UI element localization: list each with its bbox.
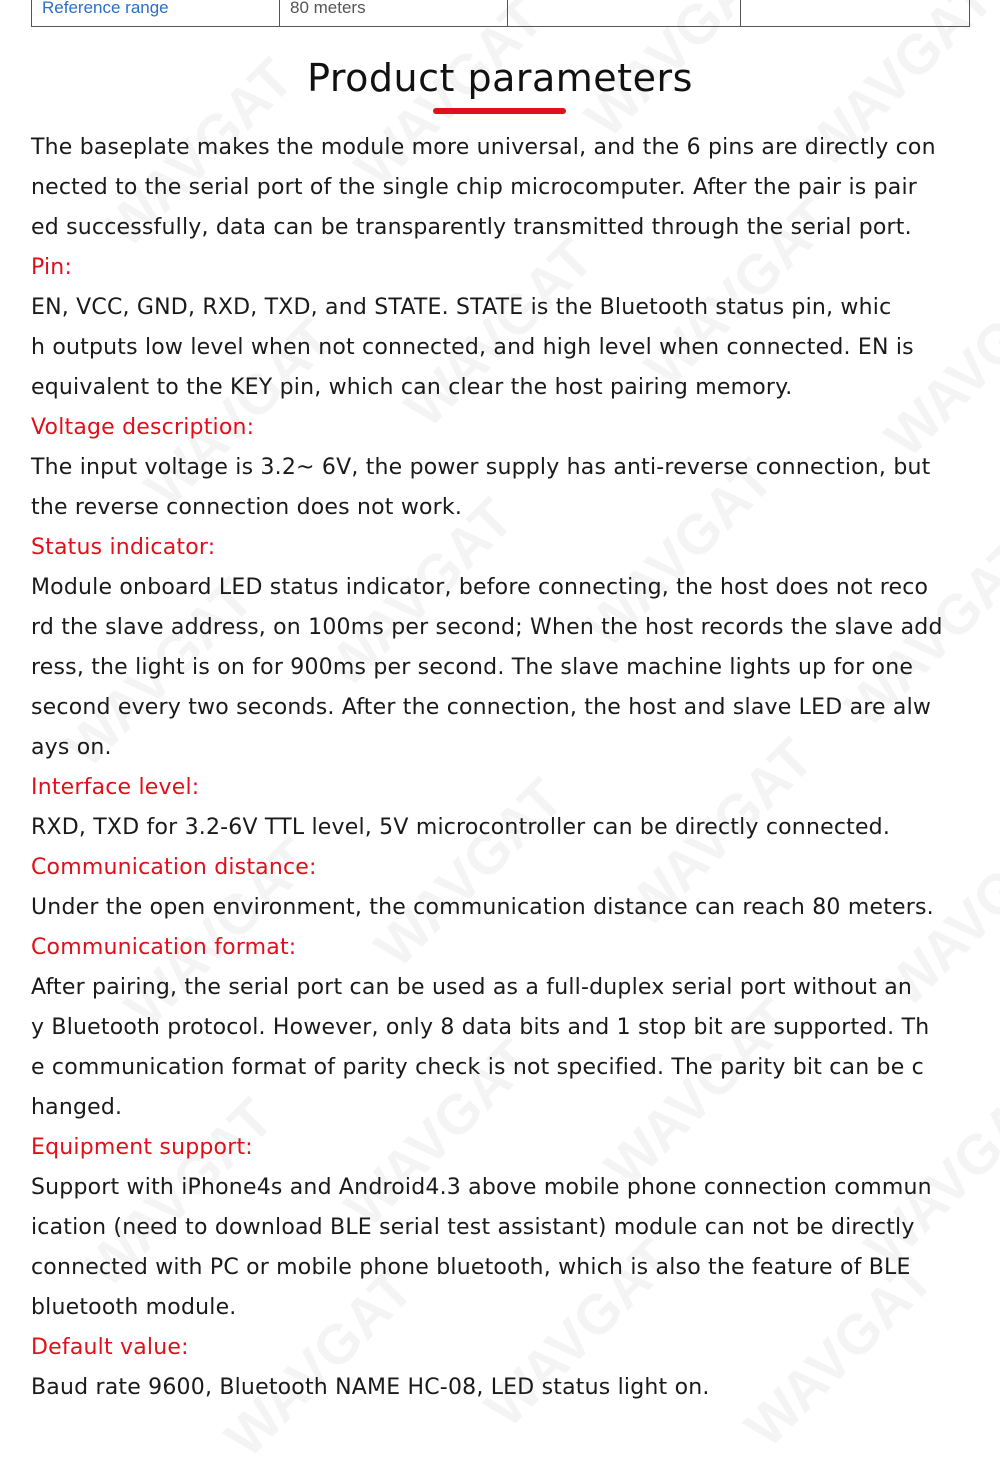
paragraph-line: ication (need to download BLE serial test assistant) module can not be directly <box>31 1215 915 1240</box>
parameter-heading: Communication distance: <box>31 855 317 880</box>
paragraph-line: The input voltage is 3.2~ 6V, the power supply has anti-reverse connection, but <box>31 455 931 480</box>
paragraph-line: e communication format of parity check is not specified. The parity bit can be c <box>31 1055 924 1080</box>
paragraph-line: hanged. <box>31 1095 123 1120</box>
parameter-heading: Voltage description: <box>31 415 255 440</box>
paragraph-line: Support with iPhone4s and Android4.3 above mobile phone connection commun <box>31 1175 932 1200</box>
table-cell-value: 80 meters <box>280 0 508 26</box>
paragraph-line: the reverse connection does not work. <box>31 495 463 520</box>
paragraph-line: second every two seconds. After the connection, the host and slave LED are alw <box>31 695 932 720</box>
reference-table-fragment <box>31 0 970 27</box>
paragraph-line: ed successfully, data can be transparently transmitted through the serial port. <box>31 215 912 240</box>
paragraph-line: h outputs low level when not connected, and high level when connected. EN is <box>31 335 914 360</box>
paragraph-line: Under the open environment, the communication distance can reach 80 meters. <box>31 895 934 920</box>
paragraph-line: Baud rate 9600, Bluetooth NAME HC-08, LED status light on. <box>31 1375 710 1400</box>
paragraph-line: equivalent to the KEY pin, which can clear the host pairing memory. <box>31 375 793 400</box>
paragraph-line: bluetooth module. <box>31 1295 237 1320</box>
parameter-heading: Status indicator: <box>31 535 216 560</box>
paragraph-line: y Bluetooth protocol. However, only 8 data bits and 1 stop bit are supported. Th <box>31 1015 930 1040</box>
paragraph-line: RXD, TXD for 3.2-6V TTL level, 5V microcontroller can be directly connected. <box>31 815 891 840</box>
paragraph-line: ress, the light is on for 900ms per second. The slave machine lights up for one <box>31 655 914 680</box>
paragraph-line: ays on. <box>31 735 112 760</box>
paragraph-line: rd the slave address, on 100ms per second; When the host records the slave add <box>31 615 943 640</box>
parameter-heading: Equipment support: <box>31 1135 253 1160</box>
title-underline <box>433 108 566 114</box>
table-cell-label: Reference range <box>32 0 280 26</box>
table-cell-empty <box>741 0 969 26</box>
parameter-heading: Default value: <box>31 1335 189 1360</box>
parameter-heading: Pin: <box>31 255 73 280</box>
parameters-text <box>31 128 976 1408</box>
section-title: Product parameters <box>307 56 693 100</box>
parameter-heading: Interface level: <box>31 775 200 800</box>
paragraph-line: EN, VCC, GND, RXD, TXD, and STATE. STATE is the Bluetooth status pin, whic <box>31 295 892 320</box>
paragraph-line: The baseplate makes the module more universal, and the 6 pins are directly con <box>31 135 936 160</box>
table-cell-empty <box>508 0 741 26</box>
parameter-heading: Communication format: <box>31 935 297 960</box>
paragraph-line: After pairing, the serial port can be used as a full-duplex serial port without an <box>31 975 913 1000</box>
paragraph-line: connected with PC or mobile phone bluetooth, which is also the feature of BLE <box>31 1255 911 1280</box>
paragraph-line: nected to the serial port of the single chip microcomputer. After the pair is pair <box>31 175 918 200</box>
paragraph-line: Module onboard LED status indicator, before connecting, the host does not reco <box>31 575 929 600</box>
